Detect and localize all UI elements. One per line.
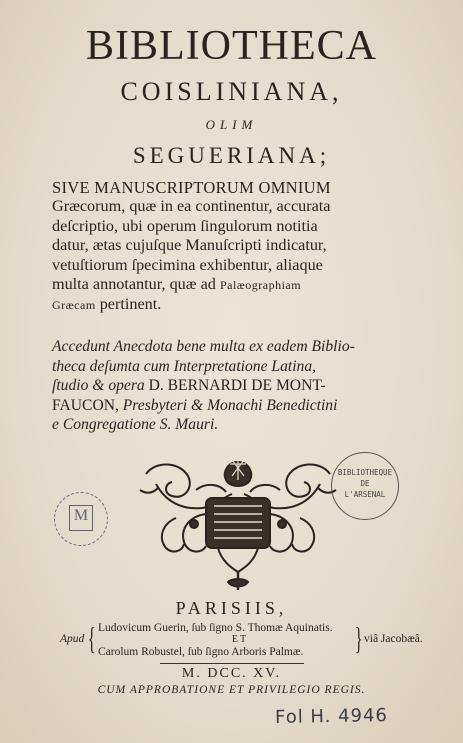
stamp-text: L'ARSENAL: [344, 490, 386, 499]
author-name: D. BERNARDI DE MONT-: [148, 377, 326, 394]
stamp-text: DE: [360, 479, 370, 488]
small-caps-text: Græcam: [52, 298, 96, 313]
left-brace: {: [87, 620, 96, 656]
accedunt-line: e Congregatione S. Mauri.: [52, 416, 219, 433]
et-label: ET: [231, 634, 249, 645]
stamp-letter: M: [73, 507, 89, 524]
arsenal-stamp-icon: [331, 452, 399, 520]
description-line: vetuſtiorum ſpecimina exhibentur, aliaque: [52, 255, 323, 274]
title-line-1: BIBLIOTHECA: [86, 23, 377, 69]
accedunt-line: [52, 376, 428, 396]
stamp-text: BIBLIOTHEQUE: [337, 468, 393, 477]
publisher-block: [60, 620, 423, 662]
fleuron-ornament-icon: [136, 454, 340, 596]
imprint-date: M. DCC. XV.: [181, 666, 282, 681]
accedunt-line: Accedunt Anecdota bene multa ex eadem Biblio-: [52, 338, 355, 355]
right-brace: }: [354, 620, 363, 656]
description-line: deſcriptio, ubi operum ſingulorum notitia: [52, 216, 318, 235]
accedunt-text: Presbyteri & Monachi Benedictini: [122, 396, 338, 414]
imprint-city: PARISIIS,: [175, 598, 288, 618]
description-text: pertinent.: [95, 295, 162, 314]
privilege-line: CUM APPROBATIONE ET PRIVILEGIO REGIS.: [97, 684, 366, 696]
description-line: datur, ætas cujuſque Manuſcripti indicatur,: [52, 236, 327, 255]
divider: [160, 663, 304, 664]
accedunt-paragraph: [52, 337, 428, 435]
description-line: Græcorum, quæ in ea continentur, accurata: [52, 197, 331, 216]
description-line: [52, 275, 426, 295]
accedunt-text: ſtudio & opera: [52, 377, 149, 394]
description: [52, 178, 426, 316]
author-name: FAUCON,: [52, 396, 123, 414]
small-caps-text: Palæographiam: [219, 278, 302, 293]
via-label: viâ Jacobæâ.: [364, 633, 423, 645]
library-stamp-icon: [54, 492, 108, 546]
description-text: multa annotantur, quæ ad: [52, 275, 220, 294]
title-line-2: COISLINIANA,: [120, 77, 343, 106]
shelfmark: Fol H. 4946: [274, 705, 389, 728]
title-olim: OLIM: [205, 117, 258, 132]
accedunt-line: theca deſumta cum Interpretatione Latina,: [52, 357, 317, 375]
publisher-row-2: Carolum Robustel, ſub ſigno Arboris Palmæ.: [98, 646, 304, 658]
description-line: SIVE MANUSCRIPTORUM OMNIUM: [52, 178, 331, 197]
description-line: [52, 295, 426, 315]
apud-label: Apud: [60, 633, 85, 645]
accedunt-line: [52, 396, 428, 416]
publisher-row-1: Ludovicum Guerin, ſub ſigno S. Thomæ Aquinatis.: [98, 622, 333, 634]
title-line-3: SEGUERIANA;: [132, 143, 331, 168]
